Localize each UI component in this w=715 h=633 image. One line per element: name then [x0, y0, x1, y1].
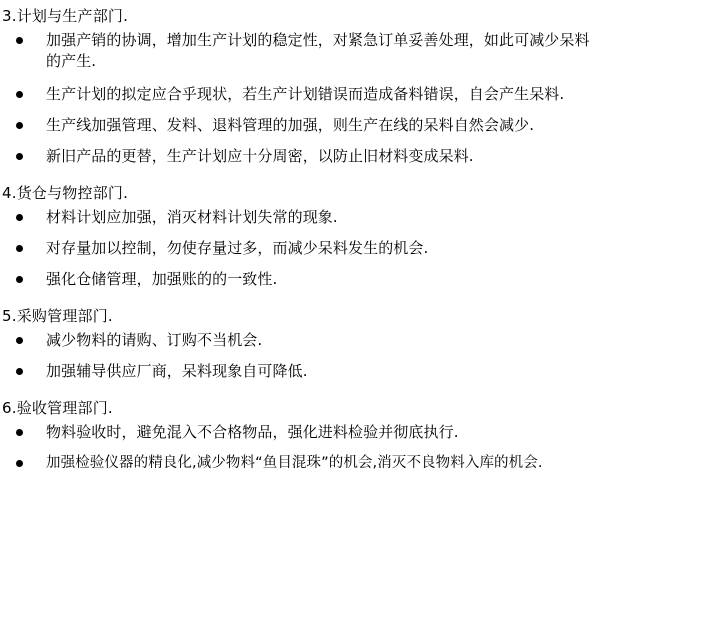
- document-section: [0, 0, 715, 167]
- list-item: [0, 422, 715, 443]
- list-item-text: 加强检验仪器的精良化,减少物料“鱼目混珠”的机会,消灭不良物料入库的机会.: [46, 455, 543, 471]
- bullet-dot-icon: [16, 245, 23, 252]
- list-item-text: 强化仓储管理，加强账的的一致性.: [46, 270, 278, 288]
- bullet-dot-icon: [16, 368, 23, 375]
- list-item: [0, 30, 715, 72]
- list-item-text: 加强产销的协调，增加生产计划的稳定性，对紧急订单妥善处理，如此可减少呆料: [46, 31, 590, 49]
- bullet-list: [0, 207, 715, 290]
- bullet-dot-icon: [16, 37, 23, 44]
- bullet-dot-icon: [16, 429, 23, 436]
- section-heading: 3.计划与生产部门.: [2, 7, 129, 25]
- bullet-list: [0, 330, 715, 382]
- list-item-text: 减少物料的请购、订购不当机会.: [46, 331, 263, 349]
- list-item-text: 物料验收时，避免混入不合格物品，强化进料检验并彻底执行.: [46, 423, 459, 441]
- list-item: [0, 238, 715, 259]
- list-item: [0, 269, 715, 290]
- bullet-dot-icon: [16, 91, 23, 98]
- document-section: [0, 177, 715, 290]
- list-item: [0, 115, 715, 136]
- list-item-text: 生产计划的拟定应合乎现状，若生产计划错误而造成备料错误，自会产生呆料.: [46, 85, 565, 103]
- bullet-list: [0, 422, 715, 474]
- list-item: [0, 146, 715, 167]
- section-heading: 5.采购管理部门.: [2, 307, 113, 325]
- list-item-text: 对存量加以控制，勿使存量过多，而减少呆料发生的机会.: [46, 239, 429, 257]
- bullet-dot-icon: [16, 276, 23, 283]
- list-item: [0, 453, 715, 474]
- bullet-dot-icon: [16, 460, 23, 467]
- list-item-text-continued: 的产生.: [46, 52, 97, 70]
- list-item: [0, 361, 715, 382]
- list-item-text: 新旧产品的更替，生产计划应十分周密，以防止旧材料变成呆料.: [46, 147, 474, 165]
- bullet-dot-icon: [16, 337, 23, 344]
- bullet-dot-icon: [16, 214, 23, 221]
- document-section: [0, 392, 715, 474]
- list-item: [0, 330, 715, 351]
- bullet-dot-icon: [16, 122, 23, 129]
- section-heading: 4.货仓与物控部门.: [2, 184, 129, 202]
- list-item-text: 加强辅导供应厂商，呆料现象自可降低.: [46, 362, 308, 380]
- list-item-text: 材料计划应加强，消灭材料计划失常的现象.: [46, 208, 338, 226]
- list-item-text: 生产线加强管理、发料、退料管理的加强，则生产在线的呆料自然会减少.: [46, 116, 535, 134]
- bullet-dot-icon: [16, 153, 23, 160]
- section-heading: 6.验收管理部门.: [2, 399, 113, 417]
- list-item: [0, 207, 715, 228]
- list-item: [0, 84, 715, 105]
- bullet-list: [0, 30, 715, 167]
- document-section: [0, 300, 715, 382]
